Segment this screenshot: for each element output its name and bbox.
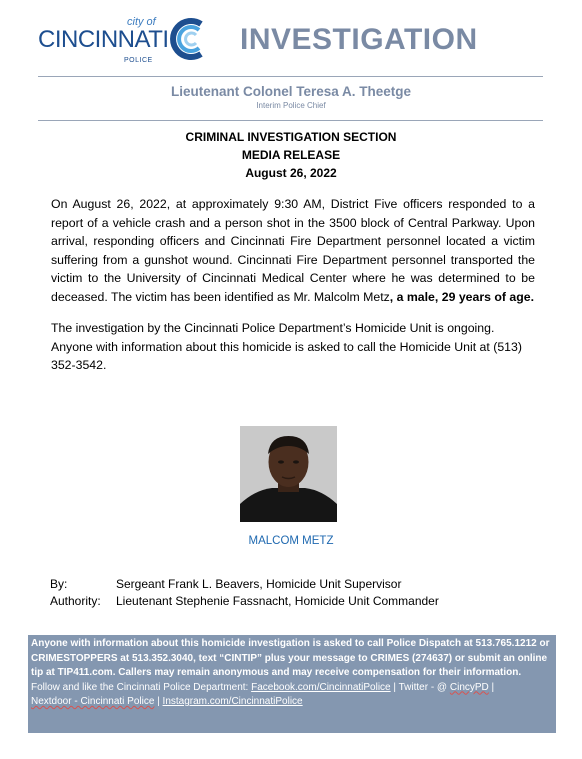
cincinnati-police-logo xyxy=(38,14,208,66)
paragraph-1-text: On August 26, 2022, at approximately 9:30 AM, District Five officers responded to a report of a vehicle crash and a person shot in the 3500 block of Central Parkway. Upon arrival, responding officers and Cincinnati Fire Department personnel located a victim suffering from a gunshot wound. Cincinnati Fire Department personnel transported the victim to the University of Cincinnati Medical Center where he was determined to be deceased. The victim has been identified as Mr. Malcolm Metz xyxy=(51,197,535,304)
instagram-link[interactable]: Instagram.com/CincinnatiPolice xyxy=(162,696,303,707)
tip-text: Anyone with information about this homicide investigation is asked to call Police Dispatch at 513.765.1212 or CRIMESTOPPERS at 513.352.3040, text “CINTIP” plus your message to CRIMES (274637) or submit an online tip at TIP411.com. Callers may remain anonymous and may receive compensation for their information. xyxy=(31,638,550,678)
chief-name: Lieutenant Colonel Teresa A. Theetge xyxy=(170,84,412,99)
victim-photo-portrait-icon xyxy=(240,426,337,522)
authority-label: Authority: xyxy=(50,594,101,608)
credits-block xyxy=(50,576,439,610)
twitter-link[interactable]: CincyPD xyxy=(449,681,489,693)
nextdoor-link[interactable]: Nextdoor - Cincinnati Police xyxy=(31,696,155,707)
logo-name: CINCINNATI xyxy=(38,26,169,53)
chief-block xyxy=(0,84,582,110)
release-heading xyxy=(0,128,582,182)
tip-footer xyxy=(28,635,556,733)
credits-authority-row xyxy=(50,593,439,610)
follow-line xyxy=(31,681,553,710)
divider-bottom xyxy=(38,120,543,121)
body-paragraph-1 xyxy=(51,195,535,306)
separator-3: | xyxy=(154,696,163,707)
authority-value: Lieutenant Stephenie Fassnacht, Homicide Unit Commander xyxy=(116,594,439,608)
separator-1: | Twitter - @ xyxy=(390,681,450,693)
release-section: CRIMINAL INVESTIGATION SECTION xyxy=(185,130,397,144)
release-date: August 26, 2022 xyxy=(245,166,337,180)
photo-caption: MALCOM METZ xyxy=(248,535,334,547)
paragraph-1-bold: , a male, 29 years of age. xyxy=(389,289,535,304)
logo-city-of: city of xyxy=(127,16,156,28)
logo-subtitle: POLICE xyxy=(124,57,153,64)
divider-top xyxy=(38,76,543,77)
page-title: INVESTIGATION xyxy=(240,23,478,56)
credits-by-row xyxy=(50,576,439,593)
by-value: Sergeant Frank L. Beavers, Homicide Unit Supervisor xyxy=(116,577,402,591)
body-paragraph-2: The investigation by the Cincinnati Police Department’s Homicide Unit is ongoing. Anyone with information about this homicide is asked to call the Homicide Unit at (513) 352-3542. xyxy=(51,321,522,372)
chief-title: Interim Police Chief xyxy=(256,101,326,110)
victim-photo xyxy=(240,426,337,522)
page-header xyxy=(0,0,582,75)
facebook-link[interactable]: Facebook.com/CincinnatiPolice xyxy=(251,681,391,693)
by-label: By: xyxy=(50,577,68,591)
follow-text: Follow and like the Cincinnati Police Department: xyxy=(31,681,252,693)
separator-2: | xyxy=(488,681,495,693)
release-type: MEDIA RELEASE xyxy=(241,148,341,162)
logo-c-mark-icon xyxy=(165,16,209,62)
